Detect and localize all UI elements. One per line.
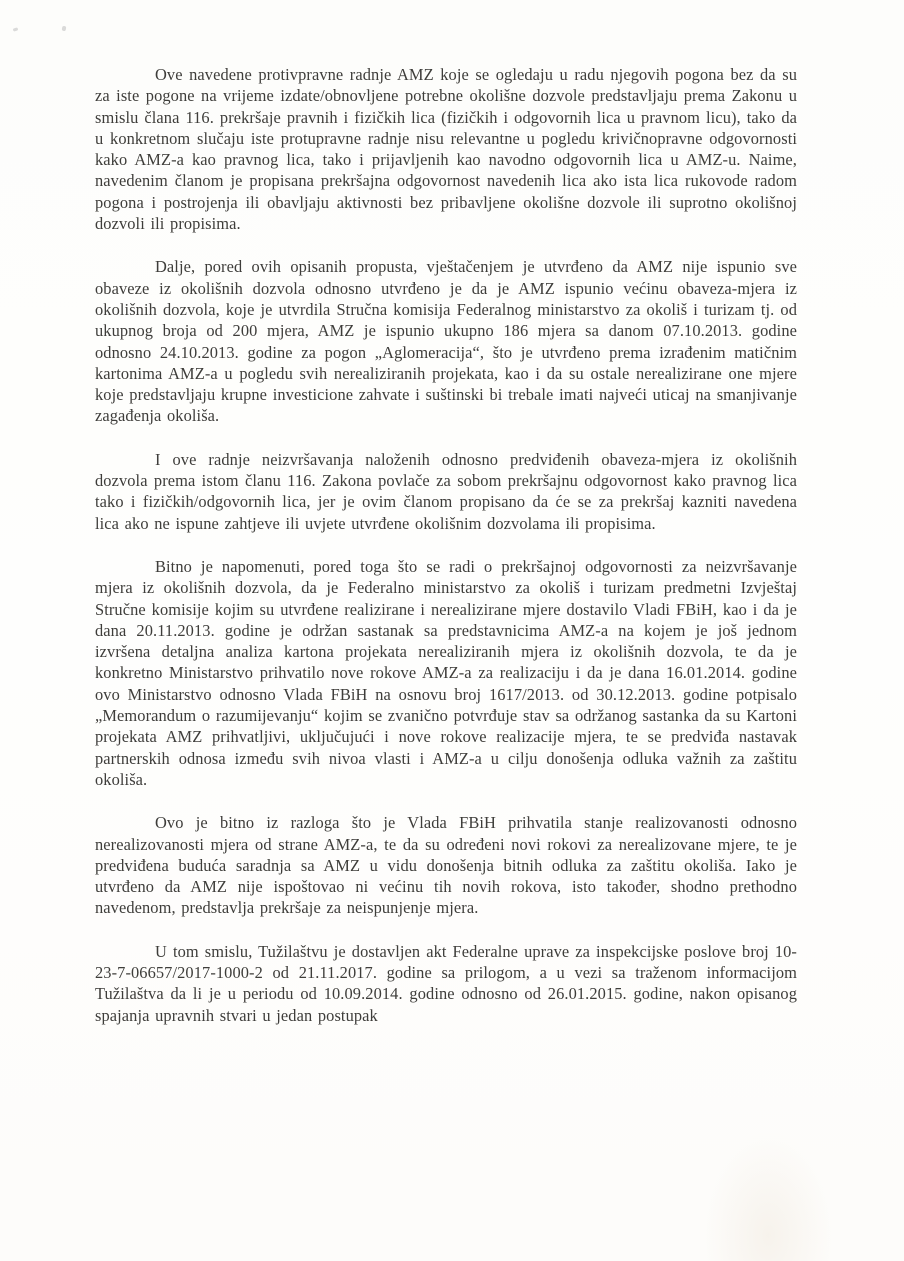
paragraph-3: I ove radnje neizvršavanja naloženih odnosno predviđenih obaveza-mjera iz okolišnih dozvola prema istom članu 116. Zakona povlače za sobom prekršajnu odgovornost kako pravnog lica tako i fizičkih/odgovornih lica, jer je ovim članom propisano da će se za prekršaj kazniti navedena lica ako ne ispune zahtjeve ili uvjete utvrđene okolišnim dozvolama ili propisima. <box>95 449 797 533</box>
paragraph-1: Ove navedene protivpravne radnje AMZ koje se ogledaju u radu njegovih pogona bez da su za iste pogone na vrijeme izdate/obnovljene potrebne okolišne dozvole predstavljaju prema Zakonu u smislu člana 116. prekršaje pravnih i fizičkih lica (fizičkih i odgovornih lica u pravnom licu), tako da u konkretnom slučaju iste protupravne radnje nisu relevantne u pogledu krivičnopravne odgovornosti kako AMZ-a kao pravnog lica, tako i prijavljenih kao navodno odgovornih lica u AMZ-u. Naime, navedenim članom je propisana prekršajna odgovornost navedenih lica ako ista lica rukovode radom pogona i postrojenja ili obavljaju aktivnosti bez pribavljene okolišne dozvole ili suprotno okolišnoj dozvoli ili propisima. <box>95 65 797 234</box>
paragraph-4: Bitno je napomenuti, pored toga što se radi o prekršajnoj odgovornosti za neizvršavanje mjera iz okolišnih dozvola, da je Federalno ministarstvo za okoliš i turizam predmetni Izvještaj Stručne komisije kojim su utvrđene realizirane i nerealizirane mjere dostavilo Vladi FBiH, kao i da je dana 20.11.2013. godine je održan sastanak sa predstavnicima AMZ-a na kojem je još jednom izvršena detaljna analiza kartona projekata nerealiziranih mjera iz okolišnih dozvola, te da je konkretno Ministarstvo prihvatilo nove rokove AMZ-a za realizaciju i da je dana 16.01.2014. godine ovo Ministarstvo odnosno Vlada FBiH na osnovu broj 1617/2013. od 30.12.2013. godine potpisalo „Memorandum o razumijevanju“ kojim se zvanično potvrđuje stav sa održanog sastanka da su Kartoni projekata AMZ prihvatljivi, uključujući i nove rokove realizacije mjera, te se predviđa nastavak partnerskih odnosa između svih nivoa vlasti i AMZ-a u cilju donošenja odluka važnih za zaštitu okoliša. <box>95 556 797 789</box>
document-body <box>95 64 797 1048</box>
paragraph-2: Dalje, pored ovih opisanih propusta, vještačenjem je utvrđeno da AMZ nije ispunio sve obaveze iz okolišnih dozvola odnosno utvrđeno je da je AMZ ispunio većinu obaveza-mjera iz okolišnih dozvola, koje je utvrdila Stručna komisija Federalnog ministarstvo za okoliš i turizam tj. od ukupnog broja od 200 mjera, AMZ je ispunio ukupno 186 mjera sa danom 07.10.2013. godine odnosno 24.10.2013. godine za pogon „Aglomeracija“, što je utvrđeno prema izrađenim matičnim kartonima AMZ-a u pogledu svih nerealiziranih projekata, kao i da su ostale nerealizirane one mjere koje predstavljaju krupne investicione zahvate i suštinski bi trebale imati najveći uticaj na smanjivanje zagađenja okoliša. <box>95 257 797 426</box>
scan-artifact-mark <box>62 26 67 32</box>
paragraph-5: Ovo je bitno iz razloga što je Vlada FBiH prihvatila stanje realizovanosti odnosno nerealizovanosti mjera od strane AMZ-a, te da su određeni novi rokovi za nerealizovane mjere, te je predviđena buduća saradnja sa AMZ u vidu donošenja bitnih odluka za zaštitu okoliša. Iako je utvrđeno da AMZ nije ispoštovao ni većinu tih novih rokova, isto također, shodno prethodno navedenom, predstavlja prekršaje za neispunjenje mjera. <box>95 813 797 918</box>
scan-artifact-mark <box>13 27 19 31</box>
paragraph-6: U tom smislu, Tužilaštvu je dostavljen akt Federalne uprave za inspekcijske poslove broj 10-23-7-06657/2017-1000-2 od 21.11.2017. godine sa prilogom, a u vezi sa traženom informacijom Tužilaštva da li je u periodu od 10.09.2014. godine odnosno od 26.01.2015. godine, nakon opisanog spajanja upravnih stvari u jedan postupak <box>95 941 797 1025</box>
